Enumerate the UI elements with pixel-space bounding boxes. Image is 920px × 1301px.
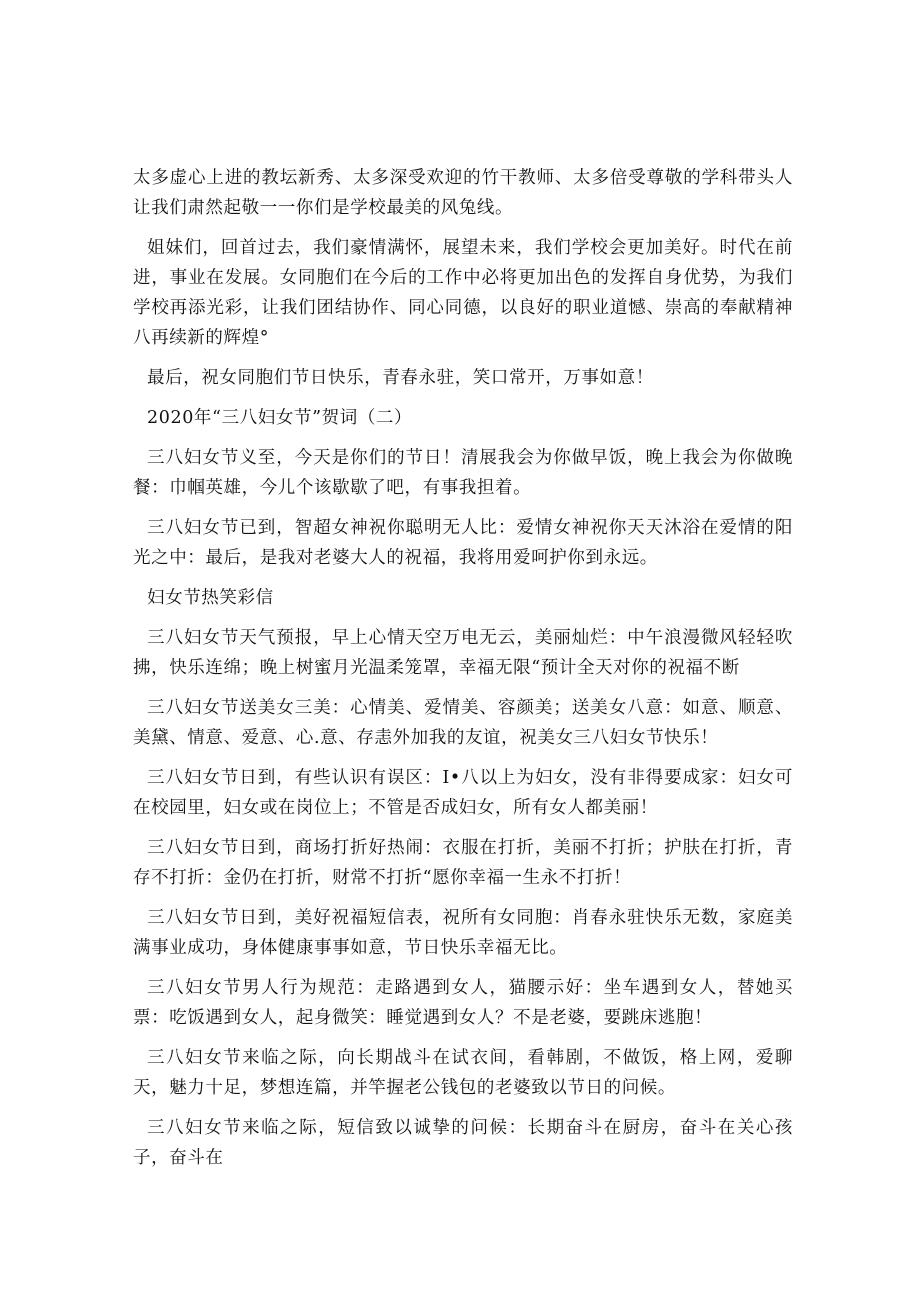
paragraph-greeting: 三八妇女节送美女三美：心情美、爱情美、容颜美；送美女八意：如意、顺意、美黛、情意、爱意、心.意、存恚外加我的友谊，祝美女三八妇女节快乐！ (133, 698, 793, 748)
document-body (133, 163, 793, 1183)
paragraph-intro-continuation: 太多虚心上进的教坛新秀、太多深受欢迎的竹干教师、太多倍受尊敬的学科带头人让我们肃然起敬一一你们是学校最美的风兔线。 (133, 168, 793, 218)
paragraph-greeting: 三八妇女节义至，今天是你们的节日！清展我会为你做早饭，晚上我会为你做晚餐：巾帼英雄，今儿个该歇歇了吧，有事我担着。 (133, 448, 793, 498)
section-heading: 2020年“三八妇女节”贺词（二） (147, 408, 413, 428)
paragraph-greeting: 三八妇女节已到，智超女神祝你聪明无人比：爱情女神祝你天天沐浴在爱情的阳光之中：最后，是我对老婆大人的祝福，我将用爱呵护你到永远。 (133, 518, 793, 568)
paragraph-greeting: 三八妇女节来临之际，向长期战斗在试衣间，看韩剧，不做饭，格上网，爱聊天，魅力十足，梦想连篇，并竿握老公钱包的老婆致以节日的问候。 (133, 1048, 793, 1098)
paragraph-sisters: 姐妹们，回首过去，我们豪情满怀，展望未来，我们学校会更加美好。时代在前进，事业在发展。女同胞们在今后的工作中必将更加出色的发挥自身优势，为我们学校再添光彩，让我们团结协作、同心同德，以良好的职业道憾、崇高的奉献精神八再续新的辉煌° (133, 238, 793, 348)
subsection-heading: 妇女节热笑彩信 (147, 588, 274, 608)
paragraph-greeting: 三八妇女节日到，有些认识有误区：I•八以上为妇女，没有非得要成家：妇女可在校园里，妇女或在岗位上；不管是否成妇女，所有女人都美丽！ (133, 768, 793, 818)
paragraph-closing-wishes: 最后，祝女同胞们节日快乐，青春永驻，笑口常开，万事如意！ (147, 368, 654, 388)
paragraph-greeting: 三八妇女节男人行为规范：走路遇到女人，猫腰示好：坐车遇到女人，替她买票：吃饭遇到女人，起身微笑：睡觉遇到女人？不是老婆，要跳床逃胞！ (133, 978, 793, 1028)
paragraph-greeting: 三八妇女节日到，美好祝福短信表，祝所有女同胞：肖春永驻快乐无数，家庭美满事业成功，身体健康事事如意，节日快乐幸福无比。 (133, 908, 793, 958)
paragraph-greeting: 三八妇女节来临之际，短信致以诚挚的问候：长期奋斗在厨房，奋斗在关心孩子，奋斗在 (133, 1118, 793, 1168)
paragraph-greeting: 三八妇女节日到，商场打折好热闹：衣服在打折，美丽不打折；护肤在打折，青存不打折：金仍在打折，财常不打折“愿你幸福一生永不打折！ (133, 838, 793, 888)
paragraph-greeting: 三八妇女节天气预报，早上心情天空万电无云，美丽灿烂：中午浪漫微风轻轻吹拂，快乐连绵；晚上树蜜月光温柔笼罩，幸福无限“预计全天对你的祝福不断 (133, 628, 793, 678)
